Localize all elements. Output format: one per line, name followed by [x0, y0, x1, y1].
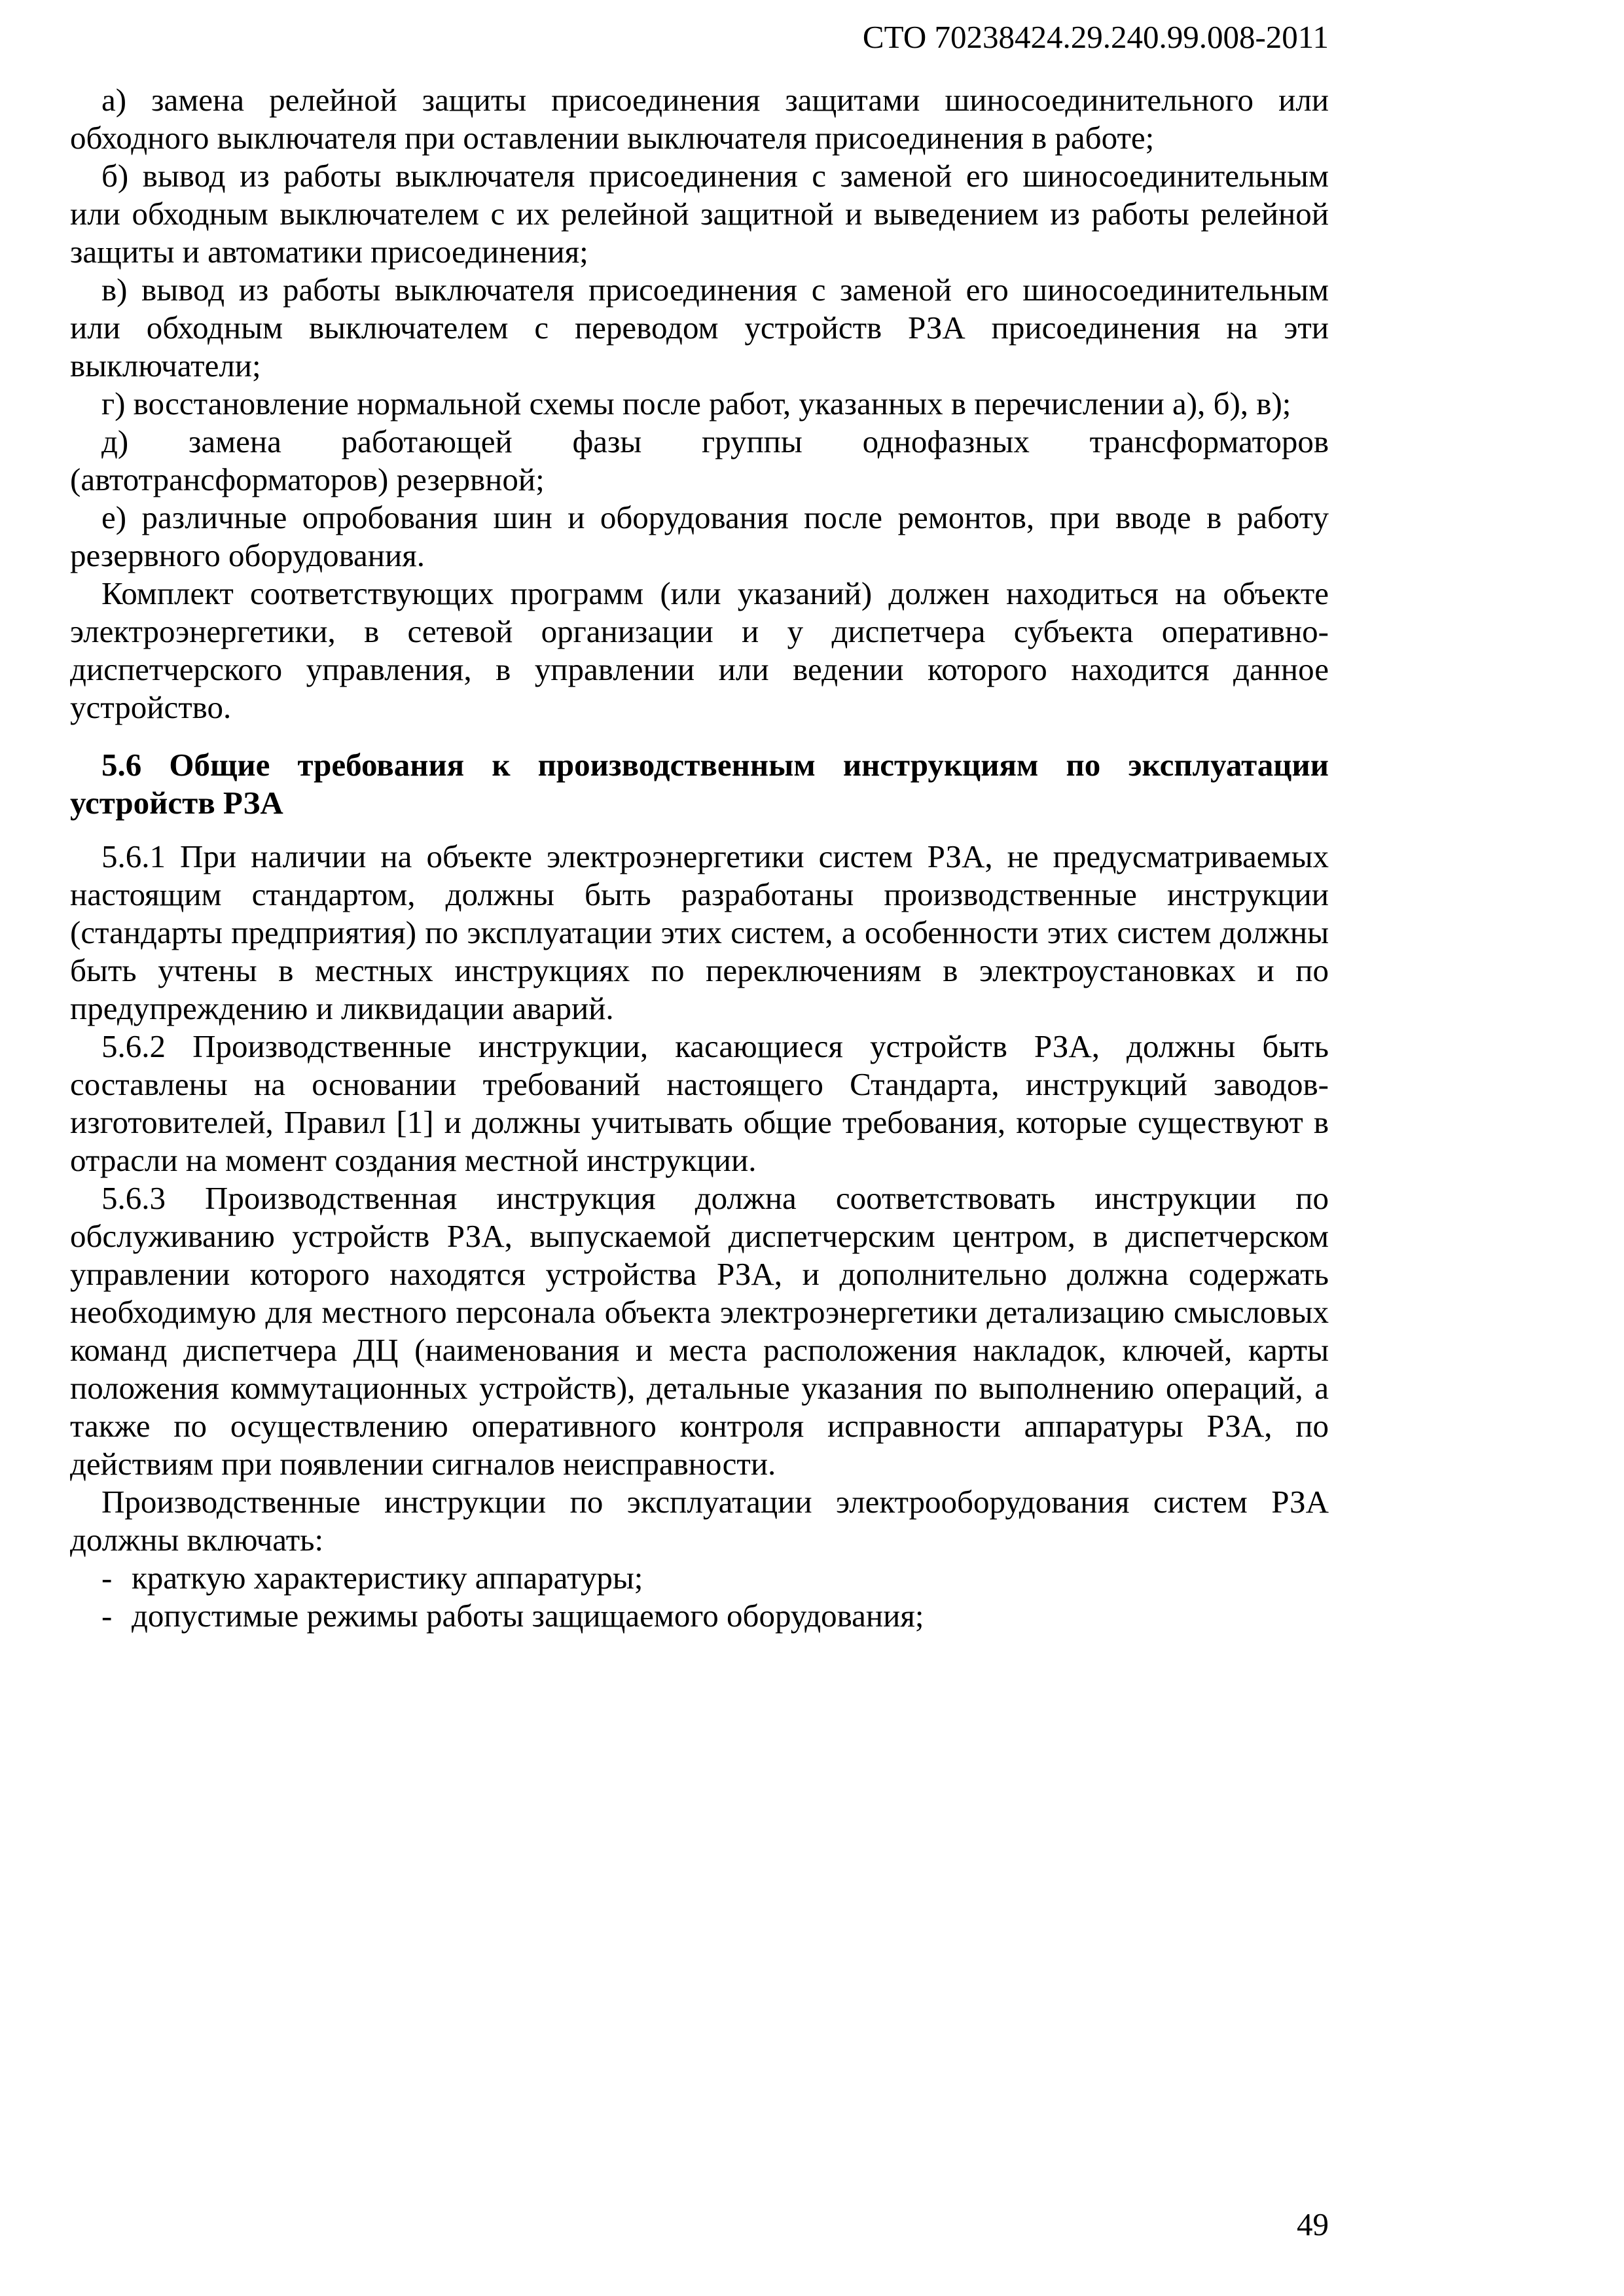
- section-heading: 5.6 Общие требования к производственным инструкциям по эксплуатации устройств РЗА: [70, 747, 1329, 821]
- list-item-text: краткую характеристику аппаратуры;: [132, 1560, 643, 1596]
- paragraph: 5.6.1 При наличии на объекте электроэнергетики систем РЗА, не предусматриваемых настоящим стандартом, должны быть разработаны производственные инструкции (стандарты предприятия) по эксплуатации этих систем, а особенности этих систем должны быть учтены в местных инструкциях по переключениям в электроустановках и по предупреждению и ликвидации аварий.: [70, 838, 1329, 1026]
- paragraph: в) вывод из работы выключателя присоединения с заменой его шиносоединительным или обходным выключателем с переводом устройств РЗА присоединения на эти выключатели;: [70, 272, 1329, 384]
- paragraph: д) замена работающей фазы группы однофазных трансформаторов (автотрансформаторов) резервной;: [70, 423, 1329, 497]
- document-content: [70, 81, 1329, 1635]
- paragraph: 5.6.2 Производственные инструкции, касающиеся устройств РЗА, должны быть составлены на основании требований настоящего Стандарта, инструкций заводов-изготовителей, Правил [1] и должны учитывать общие требования, которые существуют в отрасли на момент создания местной инструкции.: [70, 1028, 1329, 1178]
- list-marker: -: [101, 1598, 113, 1634]
- list-item: [70, 1597, 1329, 1635]
- list-item-text: допустимые режимы работы защищаемого оборудования;: [132, 1598, 924, 1634]
- paragraph: 5.6.3 Производственная инструкция должна соответствовать инструкции по обслуживанию устройств РЗА, выпускаемой диспетчерским центром, в диспетчерском управлении которого находятся устройства РЗА, и дополнительно должна содержать необходимую для местного персонала объекта электроэнергетики детализацию смысловых команд диспетчера ДЦ (наименования и места расположения накладок, ключей, карты положения коммутационных устройств), детальные указания по выполнению операций, а также по осуществлению оперативного контроля исправности аппаратуры РЗА, по действиям при появлении сигналов неисправности.: [70, 1180, 1329, 1482]
- paragraph: Производственные инструкции по эксплуатации электрооборудования систем РЗА должны включать:: [70, 1484, 1329, 1558]
- paragraph: г) восстановление нормальной схемы после работ, указанных в перечислении а), б), в);: [101, 386, 1291, 422]
- paragraph: е) различные опробования шин и оборудования после ремонтов, при вводе в работу резервного оборудования.: [70, 499, 1329, 573]
- list-item: [70, 1559, 1329, 1597]
- list-marker: -: [101, 1560, 113, 1596]
- paragraph: Комплект соответствующих программ (или указаний) должен находиться на объекте электроэнергетики, в сетевой организации и у диспетчера субъекта оперативно-диспетчерского управления, в управлении или ведении которого находится данное устройство.: [70, 575, 1329, 725]
- document-header: СТО 70238424.29.240.99.008-2011: [862, 19, 1329, 55]
- paragraph: б) вывод из работы выключателя присоединения с заменой его шиносоединительным или обходным выключателем с их релейной защитной и выведением из работы релейной защиты и автоматики присоединения;: [70, 158, 1329, 270]
- page-number: 49: [1297, 2206, 1329, 2242]
- paragraph: а) замена релейной защиты присоединения защитами шиносоединительного или обходного выключателя при оставлении выключателя присоединения в работе;: [70, 82, 1329, 156]
